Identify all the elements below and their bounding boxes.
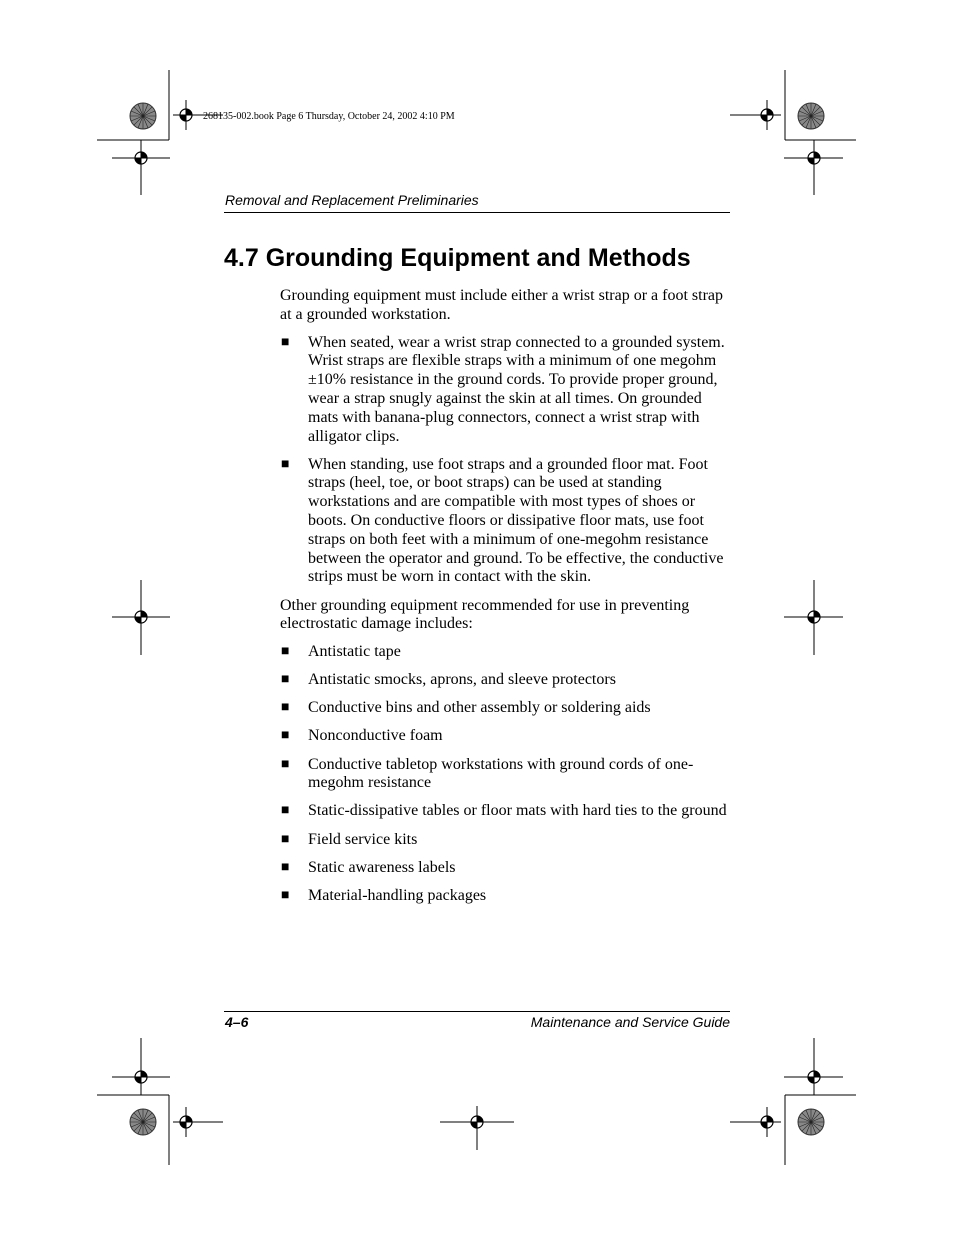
section-body <box>280 287 735 915</box>
bullet-square-icon: ■ <box>281 334 290 350</box>
header-rule <box>224 212 730 213</box>
bullet-square-icon: ■ <box>281 831 290 847</box>
bullet-square-icon: ■ <box>281 756 290 772</box>
list-item: ■ Conductive tabletop workstations with ground cords of one-megohm resistance <box>281 755 694 792</box>
list-item: ■ When standing, use foot straps and a grounded floor mat. Foot straps (heel, toe, or boot straps) can be used at standing workstations and are compatible with most types of shoes or boots. On conductive floors or dissipative floor mats, use foot straps on both feet with a minimum of one-megohm resistance between the operator and ground. To be effective, the conductive strips must be worn in contact with the skin. <box>281 455 724 586</box>
bullet-square-icon: ■ <box>281 672 290 688</box>
page-number: 4–6 <box>225 1014 249 1030</box>
equipment-list <box>280 643 735 905</box>
intro-paragraph: Grounding equipment must include either a wrist strap or a foot strap at a grounded workstation. <box>280 287 724 323</box>
running-header: Removal and Replacement Preliminaries <box>225 192 479 208</box>
bullet-square-icon: ■ <box>281 700 290 716</box>
list-item: ■ Antistatic tape <box>281 643 401 661</box>
list-item: ■ Material-handling packages <box>281 886 487 904</box>
footer-guide-title: Maintenance and Service Guide <box>530 1014 730 1030</box>
bullet-square-icon: ■ <box>281 456 290 472</box>
list-item: ■ When seated, wear a wrist strap connected to a grounded system. Wrist straps are flexible straps with a minimum of one megohm ±10% resistance in the ground cords. To provide proper ground, wear a strap snugly against the skin at all times. On grounded mats with banana-plug connectors, connect a wrist strap with alligator clips. <box>281 333 725 445</box>
section-title: 4.7 Grounding Equipment and Methods <box>224 244 691 272</box>
bullet-square-icon: ■ <box>281 803 290 819</box>
list-item: ■ Static-dissipative tables or floor mats with hard ties to the ground <box>281 802 727 820</box>
bullet-square-icon: ■ <box>281 644 290 660</box>
list-item: ■ Field service kits <box>281 830 418 848</box>
list-item: ■ Antistatic smocks, aprons, and sleeve protectors <box>281 671 616 689</box>
list-item: ■ Nonconductive foam <box>281 727 443 745</box>
list-item: ■ Static awareness labels <box>281 858 456 876</box>
bullet-square-icon: ■ <box>281 859 290 875</box>
footer-rule <box>224 1011 730 1012</box>
other-equipment-paragraph: Other grounding equipment recommended for use in preventing electrostatic damage includes: <box>280 596 690 633</box>
list-item: ■ Conductive bins and other assembly or soldering aids <box>281 699 651 717</box>
bullet-square-icon: ■ <box>281 887 290 903</box>
print-slug: 268135-002.book Page 6 Thursday, October 24, 2002 4:10 PM <box>203 111 455 122</box>
bullet-square-icon: ■ <box>281 728 290 744</box>
strap-list <box>280 334 735 588</box>
